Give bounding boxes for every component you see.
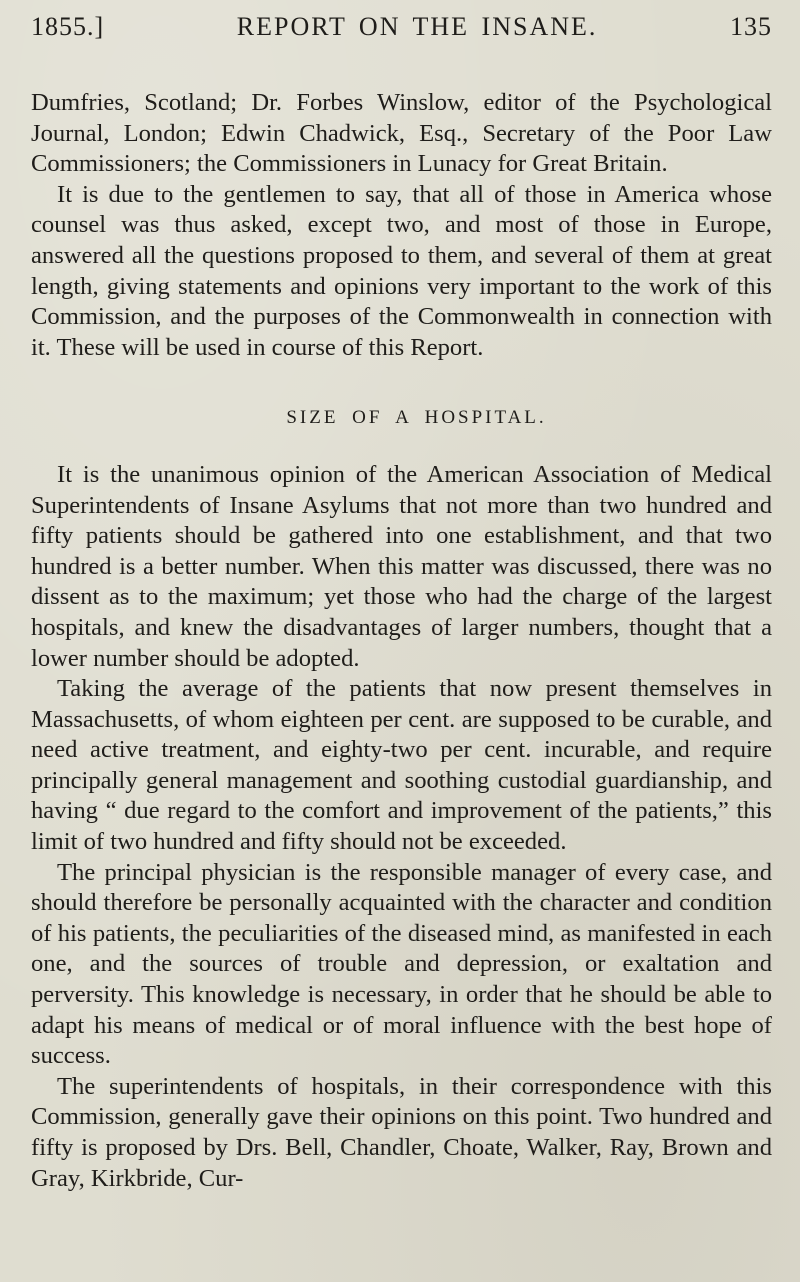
paragraph: The principal physician is the responsible manager of every case, and should therefore be personally acquainted with the character and condition of his patients, the peculiarities of the diseased mind, as manifested in each one, and the sources of trouble and depression, or exaltation and perversity. This knowledge is necessary, in order that he should be able to adapt his means of medical or of moral influence with the best hope of success. [31,858,772,1070]
header-title: REPORT ON THE INSANE. [236,12,598,41]
header-date: 1855.] [31,12,105,41]
paragraph: It is due to the gentlemen to say, that all of those in America whose counsel was thus asked, except two, and most of those in Europe, answered all the questions proposed to them, and several of them at great length, giving statements and opinions very important to the work of this Commission, and the purposes of the Commonwealth in connection with it. These will be used in course of this Report. [31,180,772,361]
section-heading: SIZE OF A HOSPITAL. [286,407,547,429]
paragraph: Dumfries, Scotland; Dr. Forbes Winslow, editor of the Psychological Journal, London; Edwin Chadwick, Esq., Secretary of the Poor Law Commissioners; the Commissioners in Lunacy for Great Britain. [31,89,772,178]
paragraph: The superintendents of hospitals, in their correspondence with this Commission, generally gave their opinions on this point. Two hundred and fifty is proposed by Drs. Bell, Chandler, Choate, Walker, Ray, Brown and Gray, Kirkbride, Cur- [31,1072,772,1192]
paragraph: It is the unanimous opinion of the American Association of Medical Superintendents of Insane Asylums that not more than two hundred and fifty patients should be gathered into one establishment, and that two hundred is a better number. When this matter was discussed, there was no dissent as to the maximum; yet those who had the charge of the largest hospitals, and knew the disadvantages of larger numbers, thought that a lower number should be adopted. [31,460,772,672]
paragraph: Taking the average of the patients that now present themselves in Massachusetts, of whom eighteen per cent. are supposed to be curable, and need active treatment, and eighty-two per cent. incurable, and require principally general management and soothing custodial guardianship, and having “ due regard to the comfort and improvement of the patients,” this limit of two hundred and fifty should not be exceeded. [31,675,772,856]
running-head [31,12,772,48]
page-number: 135 [730,12,772,41]
body-text [31,88,772,1194]
